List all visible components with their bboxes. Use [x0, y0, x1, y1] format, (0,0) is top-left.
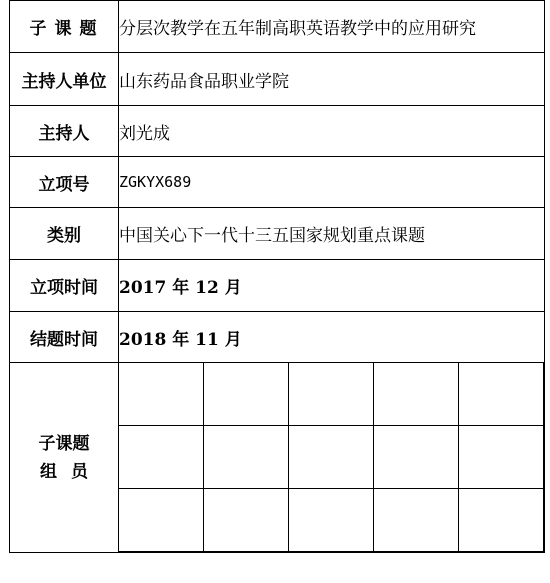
member-cell [204, 363, 289, 426]
project-info-table [9, 0, 545, 553]
end-date-label: 结题时间 [10, 312, 119, 363]
project-number-value: ZGKYX689 [119, 157, 545, 208]
member-cell [119, 426, 204, 489]
row-category [10, 208, 545, 260]
member-cell [289, 489, 374, 552]
members-label-line2: 组员 [40, 461, 102, 482]
subproject-title-value: 分层次教学在五年制高职英语教学中的应用研究 [119, 1, 545, 53]
row-members [10, 363, 545, 553]
row-host [10, 106, 545, 157]
row-host-unit [10, 53, 545, 106]
row-subproject-title [10, 1, 545, 53]
category-value: 中国关心下一代十三五国家规划重点课题 [119, 208, 545, 260]
start-date-label: 立项时间 [10, 260, 119, 312]
member-cell [374, 363, 459, 426]
host-unit-value: 山东药品食品职业学院 [119, 53, 545, 106]
member-cell [119, 489, 204, 552]
member-cell [289, 426, 374, 489]
member-cell [204, 489, 289, 552]
member-cell [374, 426, 459, 489]
member-cell [204, 426, 289, 489]
row-end-date [10, 312, 545, 363]
members-grid-row [119, 363, 544, 426]
members-grid-holder [119, 363, 545, 553]
end-date-value: 2018 年 11 月 [119, 312, 545, 363]
row-start-date [10, 260, 545, 312]
members-label [10, 363, 119, 553]
category-label: 类别 [10, 208, 119, 260]
project-info-sheet [9, 0, 545, 568]
host-value: 刘光成 [119, 106, 545, 157]
members-label-line1: 子课题 [38, 433, 90, 454]
members-grid-row [119, 426, 544, 489]
host-unit-label: 主持人单位 [10, 53, 119, 106]
member-cell [374, 489, 459, 552]
members-grid-row [119, 489, 544, 552]
members-grid [119, 363, 544, 552]
member-cell [119, 363, 204, 426]
member-cell [459, 426, 544, 489]
member-cell [289, 363, 374, 426]
subproject-title-label: 子课题 [10, 1, 119, 53]
member-cell [459, 489, 544, 552]
row-project-number [10, 157, 545, 208]
start-date-value: 2017 年 12 月 [119, 260, 545, 312]
host-label: 主持人 [10, 106, 119, 157]
project-number-label: 立项号 [10, 157, 119, 208]
member-cell [459, 363, 544, 426]
